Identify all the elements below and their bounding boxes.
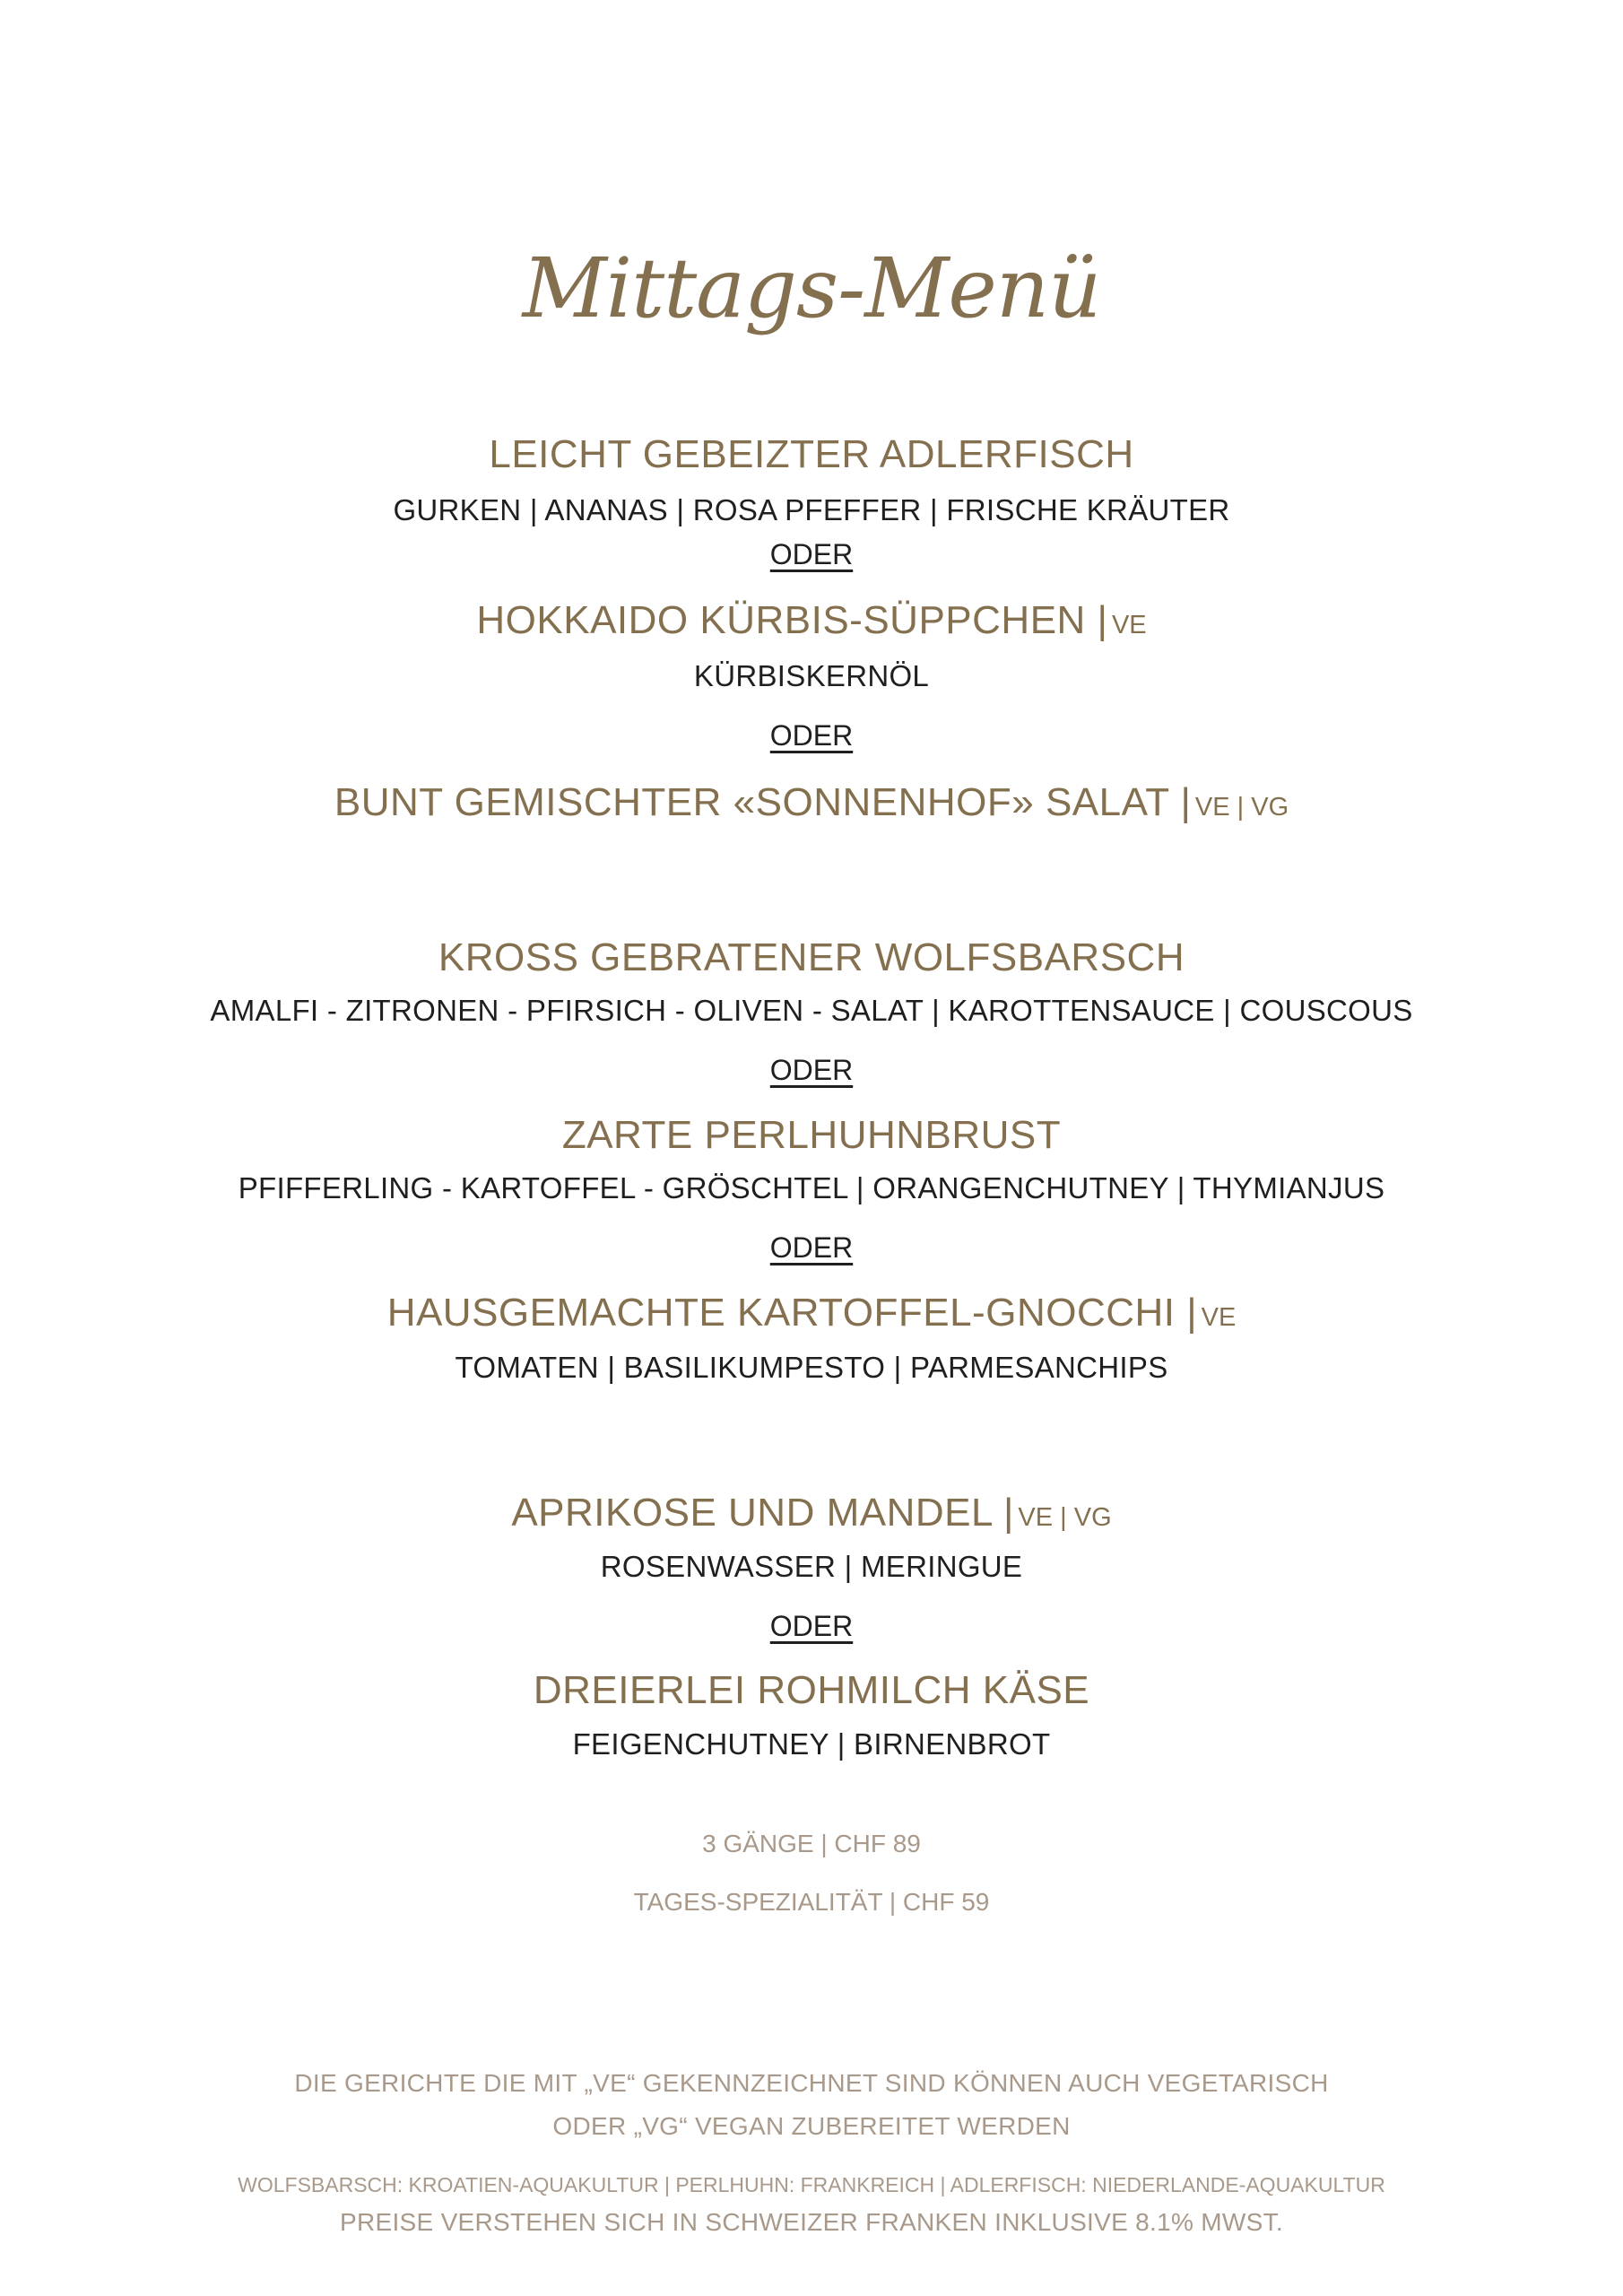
dish-name: LEICHT GEBEIZTER ADLERFISCH — [489, 432, 1134, 476]
price-daily-special: TAGES-SPEZIALITÄT | CHF 59 — [633, 1888, 990, 1916]
dish-description: FEIGENCHUTNEY | BIRNENBROT — [572, 1727, 1051, 1761]
dish-name: HAUSGEMACHTE KARTOFFEL-GNOCCHI | — [386, 1291, 1198, 1335]
oder-separator: ODER — [769, 1054, 854, 1086]
dish-line — [0, 1491, 1623, 1535]
dish-tag: VE | VG — [1194, 793, 1289, 822]
dish-name: DREIERLEI ROHMILCH KÄSE — [533, 1668, 1090, 1712]
dish-tag: VE — [1201, 1303, 1237, 1332]
dish-description: KÜRBISKERNÖL — [693, 659, 930, 692]
oder-separator: ODER — [769, 1610, 854, 1642]
dish-line — [0, 1291, 1623, 1335]
dish-line — [0, 598, 1623, 643]
oder-separator: ODER — [769, 719, 854, 752]
dish-tag: VE — [1111, 611, 1147, 639]
dish-description: TOMATEN | BASILIKUMPESTO | PARMESANCHIPS — [455, 1351, 1168, 1384]
dish-name: KROSS GEBRATENER WOLFSBARSCH — [438, 935, 1185, 979]
vegan-note: ODER „VG“ VEGAN ZUBEREITET WERDEN — [552, 2112, 1071, 2140]
tax-note: PREISE VERSTEHEN SICH IN SCHWEIZER FRANKEN INKLUSIVE 8.1% MWST. — [340, 2208, 1283, 2236]
origin-note: WOLFSBARSCH: KROATIEN-AQUAKULTUR | PERLHUHN: FRANKREICH | ADLERFISCH: NIEDERLANDE-AQUAKULTUR — [238, 2173, 1385, 2196]
dish-line — [0, 780, 1623, 825]
vegetarian-note: DIE GERICHTE DIE MIT „VE“ GEKENNZEICHNET SIND KÖNNEN AUCH VEGETARISCH — [294, 2069, 1329, 2097]
dish-tag: VE | VG — [1018, 1503, 1112, 1532]
dish-description: AMALFI - ZITRONEN - PFIRSICH - OLIVEN - SALAT | KAROTTENSAUCE | COUSCOUS — [210, 994, 1413, 1027]
dish-name: APRIKOSE UND MANDEL | — [511, 1491, 1014, 1535]
dish-description: ROSENWASSER | MERINGUE — [600, 1550, 1023, 1583]
oder-separator: ODER — [769, 538, 854, 570]
dish-name: ZARTE PERLHUHNBRUST — [561, 1113, 1062, 1157]
dish-description: PFIFFERLING - KARTOFFEL - GRÖSCHTEL | ORANGENCHUTNEY | THYMIANJUS — [238, 1171, 1385, 1205]
dish-name: BUNT GEMISCHTER «SONNENHOF» SALAT | — [334, 780, 1192, 824]
menu-title: Mittags-Menü — [522, 240, 1101, 336]
dish-name: HOKKAIDO KÜRBIS-SÜPPCHEN | — [476, 598, 1108, 642]
price-three-courses: 3 GÄNGE | CHF 89 — [702, 1830, 921, 1857]
dish-description: GURKEN | ANANAS | ROSA PFEFFER | FRISCHE KRÄUTER — [393, 493, 1230, 526]
oder-separator: ODER — [769, 1231, 854, 1264]
